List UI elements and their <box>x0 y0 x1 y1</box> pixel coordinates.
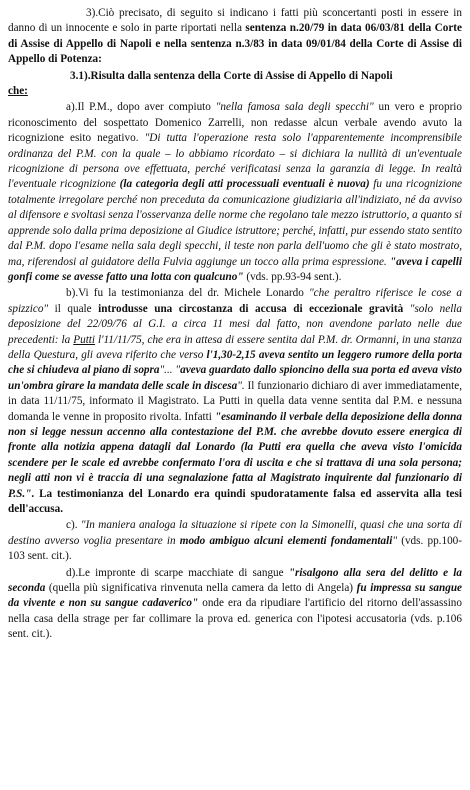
b-bold-quote-3: "esaminando il verbale della deposizione della donna non si legge nessun accenno alla contestazione del P.M. che avrebbe dovuto essere energica di fronte alla notizia appena datagli dal Lonardo (la Putti era quella che aveva visto l'omicida scendere per le scale ed avrebbe confermato l'ora di uscita e che si trattava di una sola persona; negli atti non vi è traccia di una segnalazione fatta al Magistrato inquirente dal funzionario di P.S." <box>8 410 462 500</box>
c-reference: (vds. pp.100-103 sent. cit.). <box>8 534 462 563</box>
section-heading <box>8 69 462 84</box>
section-heading-text: 3.1).Risulta dalla sentenza della Corte di Assise di Appello di Napoli <box>70 69 393 82</box>
d-text-1: d).Le impronte di scarpe macchiate di sangue <box>66 566 289 579</box>
a-quote-1: "nella famosa sala degli specchi" <box>215 101 374 114</box>
c-text-1: c). <box>66 519 81 532</box>
paragraph-c <box>8 518 462 564</box>
intro-bold-text: sentenza n.20/79 in data 06/03/81 della Corte di Assise di Appello di Napoli e nella sentenza n.3/83 in data 09/01/84 della Corte di Assise di Appello di Potenza: <box>8 22 462 66</box>
b-text-3: Il funzionario dichiaro di aver immediatamente, in data 11/11/75, informato il Magistrato. La Putti in quella data venne sentita dal P.M. e nessuna domanda le venne in proposito rivolta. Infatti <box>8 379 463 423</box>
a-quote-2: "Di tutta l'operazione resta solo l'apparentemente incomprensibile ordinanza del P.M. con la quale – lo abbiamo ricordato – si dichiara la nullità di un'eventuale ricognizione di persona ove effettuata, perché verificatasi senza la garanzia di legge. In realtà l'eventuale ricognizione <box>8 132 462 191</box>
b-text-2: il quale <box>48 302 99 315</box>
b-quote-1: "che peraltro riferisce le cose a spizzico" <box>8 287 462 315</box>
intro-text: 3).Ciò precisato, di seguito si indicano i fatti più sconcertanti posti in essere in danno di un innocente e solo in parte riportati nella <box>8 7 462 35</box>
b-bold-quote-2: aveva guardato dallo spioncino della sua porta ed aveva visto un'ombra girare la mandata delle scale in discesa <box>8 364 462 392</box>
b-quote-3: l'11/11/75, che era in attesa di essere sentita dal P.M. dr. Ormanni, in una stanza della Questura, gli aveva riferito che verso <box>8 333 462 361</box>
intro-paragraph <box>8 6 462 68</box>
d-text-2: (quella più significativa rinvenuta nella camera da letto di Angela) <box>45 582 357 595</box>
paragraph-a <box>8 100 462 285</box>
a-bold-quote-2: "aveva i capelli gonfi come se avesse fatto una lotta con qualcuno" <box>8 255 462 283</box>
b-text-1: b).Vi fu la testimonianza del dr. Michele Lonardo <box>66 287 309 300</box>
b-bold-2: . La testimonianza del Lonardo era quindi spudoratamente falsa ed asservita alla tesi dell'accusa. <box>8 487 462 515</box>
a-text-1: a).Il P.M., dopo aver compiuto <box>66 101 216 114</box>
section-che <box>8 84 462 99</box>
c-quote-1: "In maniera analoga la situazione si ripete con la Simonelli, quasi che una sorta di destino avverso voglia presentare in <box>8 519 462 547</box>
b-quote-5: ". <box>237 379 245 392</box>
b-quote-2: "solo nella deposizione del 22/09/76 al G.I. a circa 11 mesi dal fatto, non avendone parlato nelle due precedenti: la <box>8 302 463 346</box>
paragraph-b <box>8 286 462 517</box>
a-quote-3: fu una ricognizione totalmente irregolare perché non preceduta da comunicazione giudiziaria all'indiziato, né da avviso al difensore e svoltasi senza l'osservanza delle norme che regolano tale mezzo istruttorio, a quanto si apprende solo dalla prima deposizione al Giudice istruttore; perché, infatti, pur essendo stato sentito dal P.M. dopo l'esame nella sala degli specchi, il teste non parla dell'uomo che gli è stato mostrato, ma, riferendosi al guidatore della Fulvia aggiunge un tocco alla prima espressione. <box>8 178 463 268</box>
b-quote-4: "... " <box>159 364 181 377</box>
b-bold-quote-1: l'1,30-2,15 aveva sentito un leggero rumore della porta che si chiudeva al piano di sopra <box>8 348 462 377</box>
b-bold-1: introdusse una circostanza di accusa di eccezionale gravità <box>98 302 404 315</box>
paragraph-d <box>8 566 462 643</box>
d-quote-1: "risalgono alla sera del delitto e la seconda <box>8 566 463 595</box>
d-text-3: onde era da ripudiare l'artificio del ritorno dell'assassino nella casa della strage per far collimare la prova ed. generica con l'ipotesi accusatoria (vds. p.106 sent. cit.). <box>8 597 462 641</box>
che-label: che: <box>8 85 28 98</box>
c-quote-2: " <box>392 534 398 547</box>
d-quote-2: fu impressa su sangue da vivente e non su sangue cadaverico" <box>8 582 463 610</box>
a-reference: (vds. pp.93-94 sent.). <box>243 270 342 283</box>
a-bold-quote-1: (la categoria degli atti processuali eventuali è nuova) <box>119 178 370 191</box>
c-bold-quote: modo ambiguo alcuni elementi fondamentali <box>179 534 393 547</box>
b-putti: Putti <box>73 333 96 346</box>
a-text-2: un vero e proprio riconoscimento del sospettato Domenico Zarrelli, non redasse alcun verbale avendo avuto la ricognizione esito negativo. <box>8 101 463 145</box>
